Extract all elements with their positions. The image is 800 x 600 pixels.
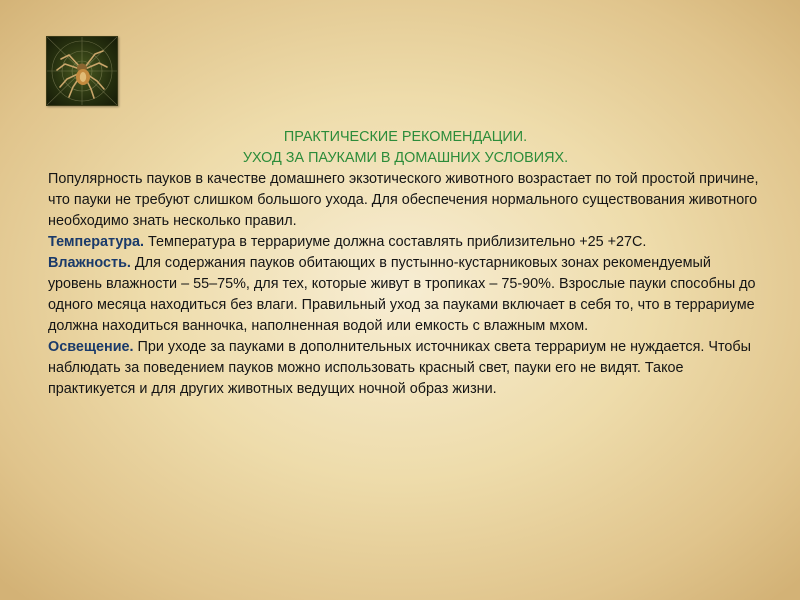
slide-body [48, 127, 763, 400]
title-line-1: ПРАКТИЧЕСКИЕ РЕКОМЕНДАЦИИ. [283, 129, 528, 145]
lighting-term: Освещение. [48, 339, 134, 355]
lighting-paragraph [48, 337, 763, 400]
humidity-text: Для содержания пауков обитающих в пустынно-кустарниковых зонах рекомендуемый уровень влажности – 55–75%, для тех, которые живут в тропиках – 75-90%. Взрослые пауки способны до одного месяца находиться без влаги. Правильный уход за пауками включает в себя то, что в террариуме должна находиться ванночка, наполненная водой или емкость с влажным мхом. [48, 255, 756, 334]
spider-photo [46, 36, 118, 106]
spider-icon [47, 37, 117, 105]
humidity-paragraph [48, 253, 763, 337]
intro-paragraph: Популярность пауков в качестве домашнего экзотического животного возрастает по той простой причине, что пауки не требуют слишком большого ухода. Для обеспечения нормального существования животного необходимо знать несколько правил. [48, 171, 759, 229]
lighting-text: При уходе за пауками в дополнительных источниках света террариум не нуждается. Чтобы наблюдать за поведением пауков можно использовать красный свет, пауки его не видят. Такое практикуется и для других животных ведущих ночной образ жизни. [48, 339, 751, 397]
temperature-paragraph [48, 232, 763, 253]
humidity-term: Влажность. [48, 255, 131, 271]
title-line-2: УХОД ЗА ПАУКАМИ В ДОМАШНИХ УСЛОВИЯХ. [242, 150, 569, 166]
temperature-term: Температура. [48, 234, 145, 250]
temperature-text: Температура в террариуме должна составлять приблизительно +25 +27С. [144, 234, 647, 250]
slide-title [48, 127, 763, 169]
